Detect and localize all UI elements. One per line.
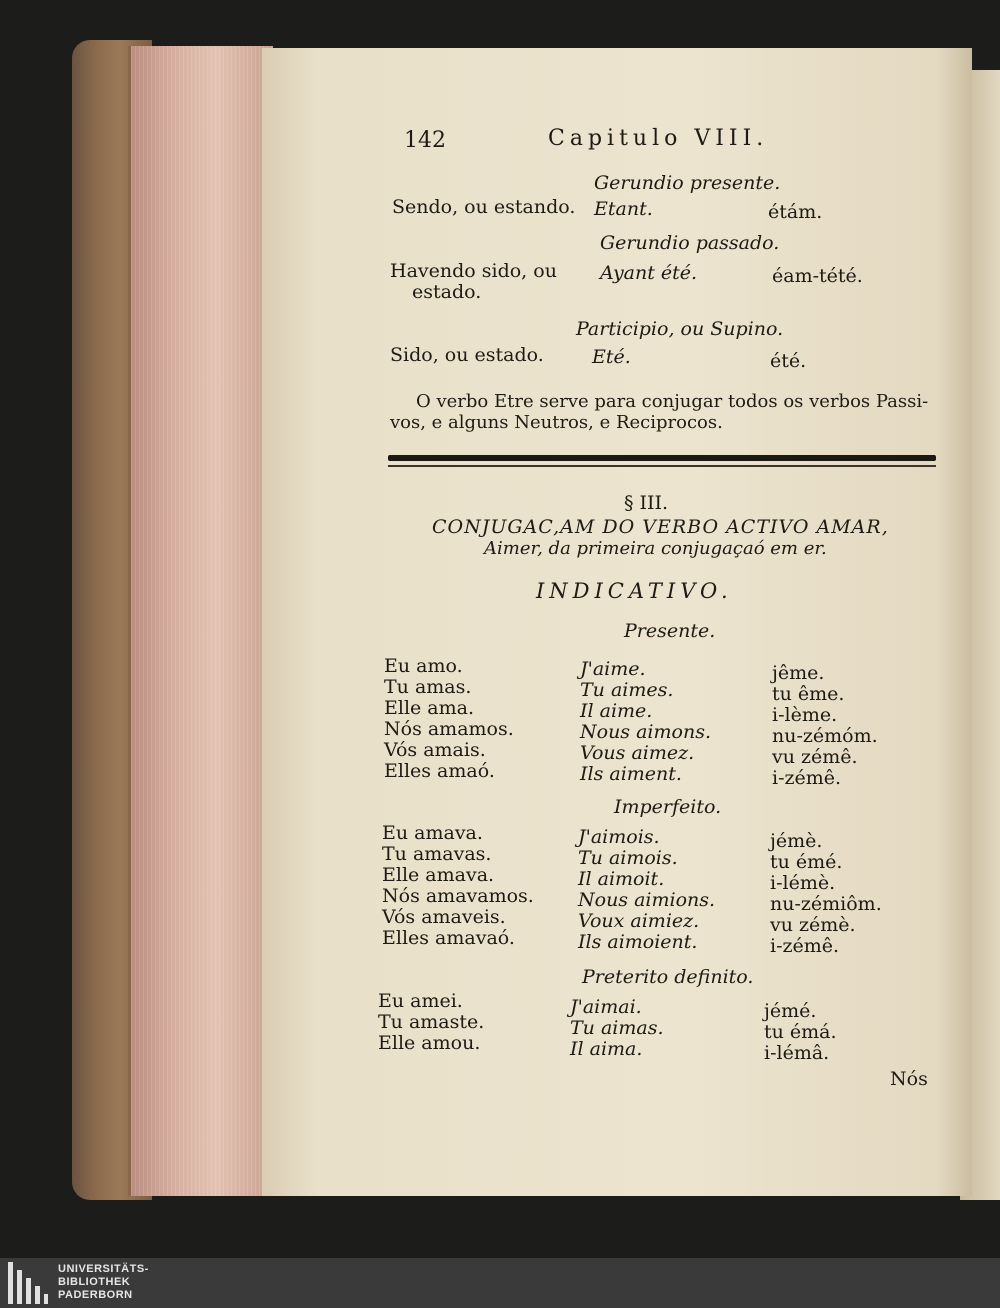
page-edges (128, 46, 273, 1196)
pron-text: i-lémè. (770, 872, 836, 894)
fr-text: Nous aimons. (580, 721, 711, 743)
pt-text: Eu amei. (378, 990, 463, 1012)
heading-presente: Presente. (624, 620, 716, 642)
pron-text: éam-tété. (772, 265, 863, 287)
note-line: O verbo Etre serve para conjugar todos os verbos Passi- (416, 391, 929, 412)
fr-text: Tu aimes. (580, 679, 674, 701)
pt-text: Nós amamos. (384, 718, 514, 740)
pron-text: tu émá. (764, 1021, 837, 1043)
fr-text: Ayant été. (600, 262, 698, 284)
pt-text: Sendo, ou estando. (392, 196, 576, 218)
pt-text: Tu amavas. (382, 843, 492, 865)
pron-text: nu-zémóm. (772, 725, 878, 747)
note-line: vos, e alguns Neutros, e Reciprocos. (390, 412, 723, 433)
fr-text: Eté. (592, 346, 631, 368)
pt-text: Tu amas. (384, 676, 472, 698)
pron-text: i-zémê. (772, 767, 842, 789)
section-rule-thin (388, 465, 936, 467)
heading-gerundio-passado: Gerundio passado. (600, 232, 780, 254)
pt-text: estado. (412, 281, 482, 303)
fr-text: Tu aimas. (570, 1017, 664, 1039)
fr-text: Voux aimiez. (578, 910, 700, 932)
catchword: Nós (890, 1068, 928, 1090)
pt-text: Vós amaveis. (382, 906, 506, 928)
page-number: 142 (404, 128, 446, 153)
section-subtitle: Aimer, da primeira conjugaçaó em er. (484, 538, 827, 559)
fr-text: J'aimai. (570, 996, 642, 1018)
pron-text: nu-zémiôm. (770, 893, 882, 915)
pron-text: jémé. (764, 1000, 817, 1022)
footer-line: BIBLIOTHEK (58, 1276, 131, 1288)
library-logo-icon (8, 1262, 48, 1304)
pron-text: étám. (768, 201, 823, 223)
pt-text: Elles amaó. (384, 760, 495, 782)
fr-text: Tu aimois. (578, 847, 678, 869)
pt-text: Sido, ou estado. (390, 344, 544, 366)
fr-text: J'aimois. (578, 826, 660, 848)
fr-text: Ils aimoient. (578, 931, 698, 953)
fr-text: Il aima. (570, 1038, 643, 1060)
section-number: § III. (624, 492, 669, 514)
heading-imperfeito: Imperfeito. (614, 796, 722, 818)
pt-text: Elle amou. (378, 1032, 481, 1054)
pron-text: jême. (772, 662, 825, 684)
library-footer (0, 1258, 1000, 1308)
fr-text: J'aime. (580, 658, 646, 680)
pt-text: Nós amavamos. (382, 885, 534, 907)
running-head: Capitulo VIII. (548, 126, 769, 151)
pron-text: été. (770, 350, 807, 372)
section-rule (388, 455, 936, 461)
pron-text: jémè. (770, 830, 823, 852)
pron-text: vu zémê. (772, 746, 858, 768)
pt-text: Havendo sido, ou (390, 260, 557, 282)
fr-text: Il aimoit. (578, 868, 665, 890)
pt-text: Elle ama. (384, 697, 475, 719)
fr-text: Ils aiment. (580, 763, 682, 785)
footer-line: PADERBORN (58, 1289, 133, 1301)
pron-text: vu zémè. (770, 914, 856, 936)
pron-text: i-zémê. (770, 935, 840, 957)
pron-text: tu émé. (770, 851, 843, 873)
pt-text: Elle amava. (382, 864, 495, 886)
section-title: CONJUGAC,AM DO VERBO ACTIVO AMAR, (432, 516, 889, 538)
mood-heading: INDICATIVO. (536, 579, 733, 603)
fr-text: Nous aimions. (578, 889, 716, 911)
heading-gerundio-presente: Gerundio presente. (594, 172, 781, 194)
pron-text: i-lème. (772, 704, 838, 726)
fr-text: Etant. (594, 198, 653, 220)
pt-text: Eu amava. (382, 822, 483, 844)
fr-text: Il aime. (580, 700, 653, 722)
heading-preterito: Preterito definito. (582, 966, 754, 988)
pron-text: i-lémâ. (764, 1042, 830, 1064)
pt-text: Vós amais. (384, 739, 486, 761)
pron-text: tu ême. (772, 683, 845, 705)
footer-line: UNIVERSITÄTS- (58, 1263, 149, 1275)
heading-participio: Participio, ou Supino. (576, 318, 784, 340)
pt-text: Elles amavaó. (382, 927, 515, 949)
pt-text: Tu amaste. (378, 1011, 485, 1033)
pt-text: Eu amo. (384, 655, 463, 677)
fr-text: Vous aimez. (580, 742, 695, 764)
